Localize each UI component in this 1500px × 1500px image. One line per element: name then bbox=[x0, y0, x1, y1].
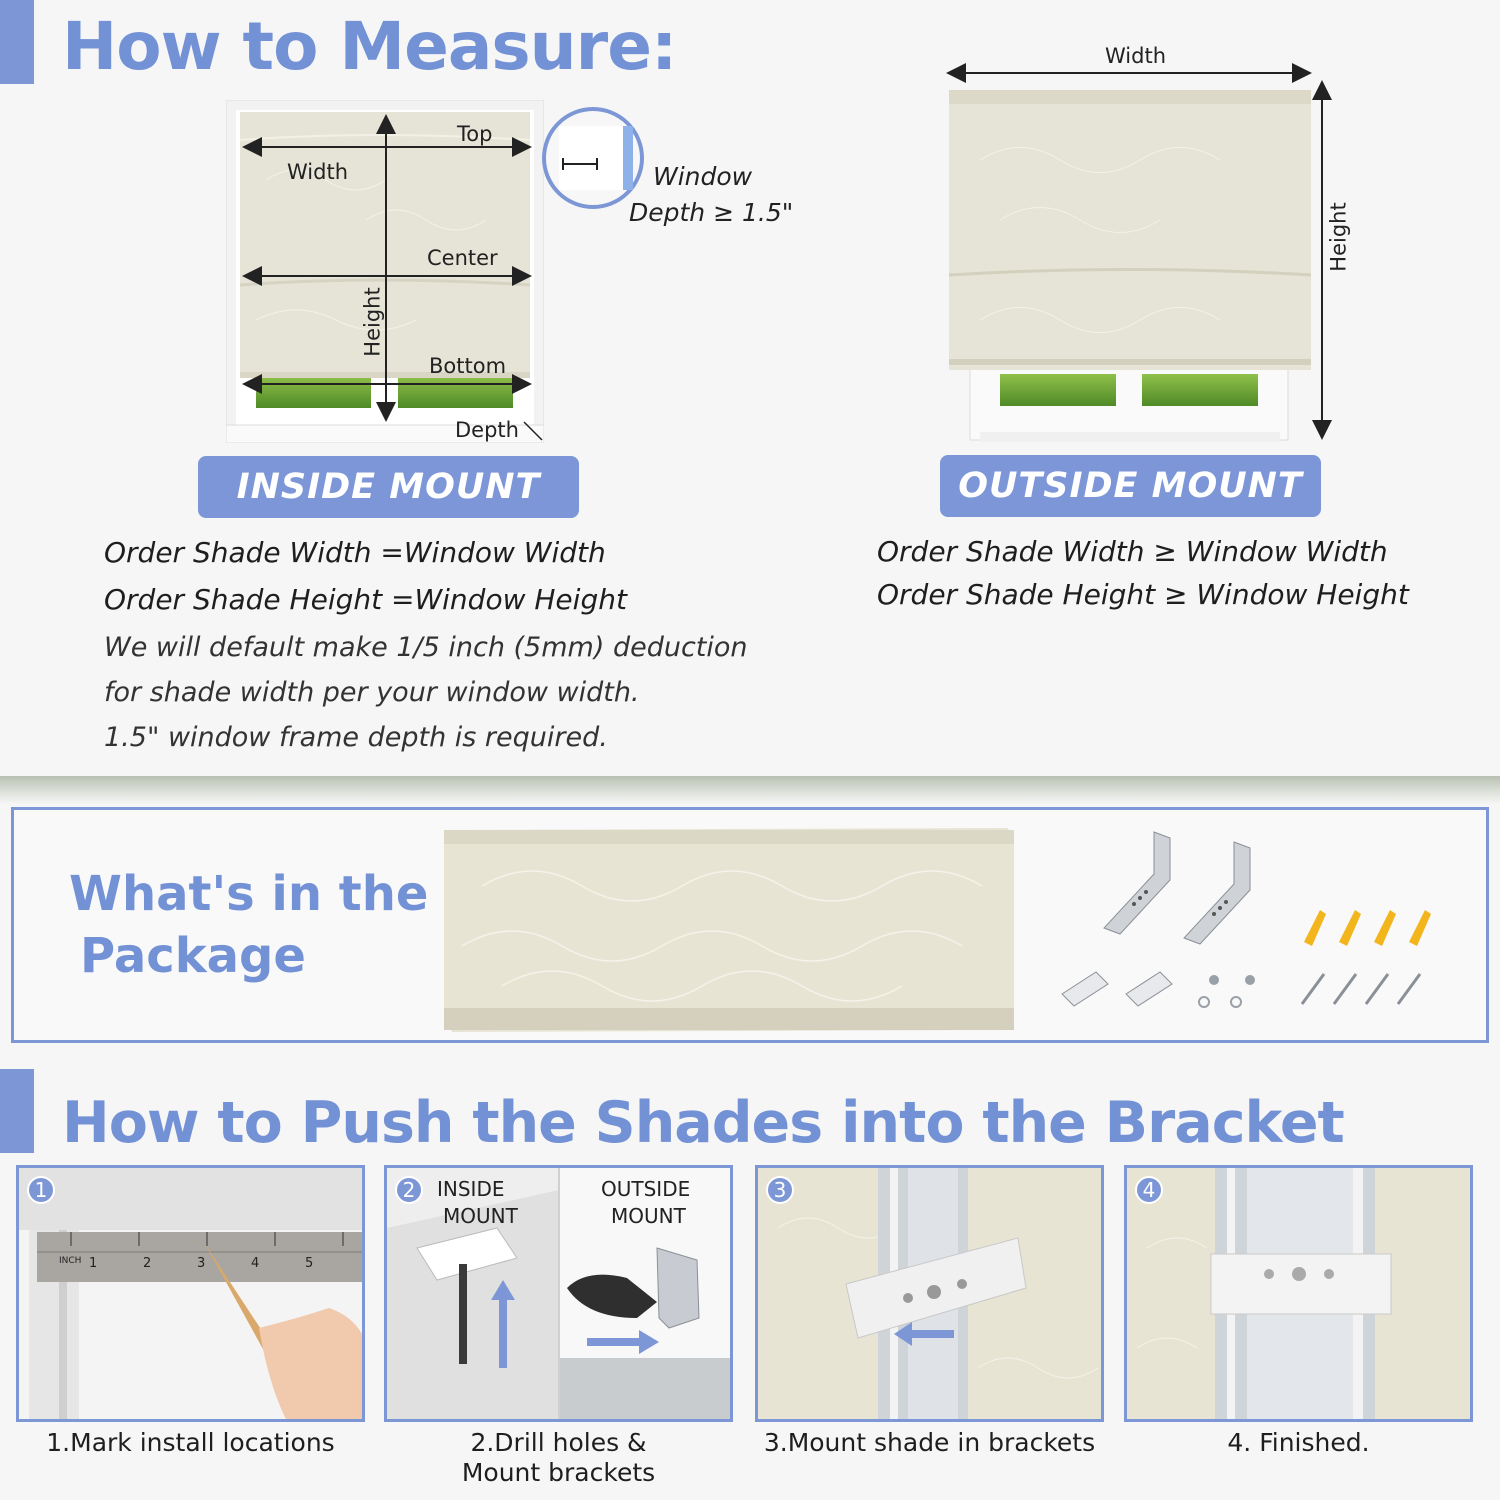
ruler-number: 5 bbox=[305, 1256, 314, 1271]
inside-mount-label-1: INSIDE bbox=[437, 1177, 505, 1201]
label-width: Width bbox=[287, 160, 349, 184]
measure-title: How to Measure: bbox=[62, 8, 677, 85]
bracket-icon bbox=[1104, 832, 1250, 944]
inside-rule-width: Order Shade Width =Window Width bbox=[104, 536, 606, 569]
label-center: Center bbox=[427, 246, 498, 270]
window-depth-callout bbox=[541, 106, 645, 210]
step-number-badge: 4 bbox=[1135, 1176, 1163, 1204]
step-2-caption-line1: 2.Drill holes & bbox=[470, 1428, 647, 1457]
step-2-panel bbox=[384, 1165, 733, 1422]
ruler-number: 4 bbox=[251, 1256, 260, 1271]
step-4-caption: 4. Finished. bbox=[1227, 1428, 1370, 1457]
outside-mount-badge: OUTSIDE MOUNT bbox=[940, 455, 1321, 517]
label-outside-width: Width bbox=[1105, 44, 1167, 68]
inside-note-1: We will default make 1/5 inch (5mm) deduction bbox=[104, 632, 748, 663]
ruler-number: 3 bbox=[197, 1256, 206, 1271]
folded-shade-image bbox=[442, 826, 1022, 1032]
step-2-caption-line2: Mount brackets bbox=[461, 1458, 656, 1487]
step-number-badge: 2 bbox=[395, 1176, 423, 1204]
inside-note-2: for shade width per your window width. bbox=[104, 677, 640, 708]
step-3-panel bbox=[755, 1165, 1104, 1422]
inside-mount-diagram bbox=[226, 100, 544, 443]
step-1-caption: 1.Mark install locations bbox=[46, 1428, 335, 1457]
outside-mount-diagram bbox=[940, 40, 1351, 450]
section-accent-bar bbox=[0, 0, 34, 84]
package-title-line2: Package bbox=[80, 928, 306, 984]
ruler-number: 1 bbox=[89, 1256, 98, 1271]
window-depth-line2: Depth ≥ 1.5" bbox=[629, 198, 794, 227]
step-3-caption: 3.Mount shade in brackets bbox=[763, 1428, 1096, 1457]
step-1-panel bbox=[16, 1165, 365, 1422]
inside-mount-badge: INSIDE MOUNT bbox=[198, 456, 579, 518]
label-bottom: Bottom bbox=[429, 354, 507, 378]
inside-note-3: 1.5" window frame depth is required. bbox=[104, 722, 608, 753]
section-accent-bar-2 bbox=[0, 1069, 34, 1153]
package-box bbox=[11, 807, 1489, 1043]
window-depth-line1: Window bbox=[653, 162, 753, 191]
outside-rule-width: Order Shade Width ≥ Window Width bbox=[877, 535, 1388, 568]
step-number-badge: 3 bbox=[766, 1176, 794, 1204]
ruler-number: 2 bbox=[143, 1256, 152, 1271]
outside-mount-label-1: OUTSIDE bbox=[601, 1177, 691, 1201]
inside-mount-label-2: MOUNT bbox=[443, 1204, 518, 1228]
package-title-line1: What's in the bbox=[69, 866, 429, 922]
outside-mount-label-2: MOUNT bbox=[611, 1204, 686, 1228]
label-height: Height bbox=[360, 287, 385, 357]
hardware-kit-image bbox=[1054, 824, 1454, 1024]
outside-rule-height: Order Shade Height ≥ Window Height bbox=[877, 578, 1409, 611]
ruler-inch-label: INCH bbox=[59, 1256, 82, 1266]
label-depth: Depth bbox=[455, 418, 519, 442]
label-top: Top bbox=[457, 122, 493, 146]
section-divider bbox=[0, 776, 1500, 804]
bracket-title: How to Push the Shades into the Bracket bbox=[62, 1090, 1344, 1156]
step-4-panel bbox=[1124, 1165, 1473, 1422]
label-outside-height: Height bbox=[1326, 202, 1351, 272]
step-number-badge: 1 bbox=[27, 1176, 55, 1204]
inside-rule-height: Order Shade Height =Window Height bbox=[104, 583, 627, 616]
